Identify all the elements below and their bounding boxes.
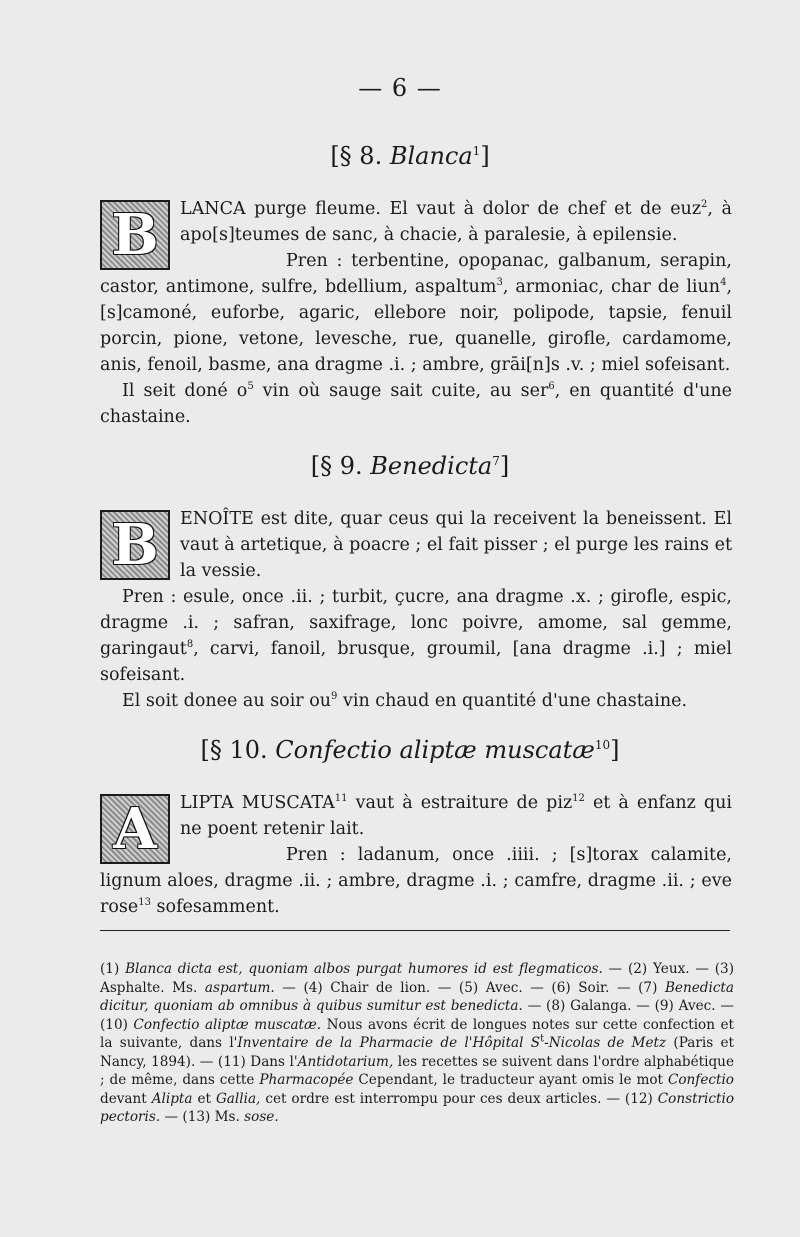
heading-title: Blanca [389,142,473,170]
heading-suffix: ] [480,142,490,170]
footnote-text: t [540,1033,545,1045]
footnote-divider [100,930,730,931]
footnote-ref: 11 [334,793,348,805]
page-number: — 6 — [358,74,442,102]
footnote-ref: 9 [331,691,338,703]
initial-letter: B [111,512,159,578]
paragraph-text: , en quantité d'une chastaine. [100,381,732,427]
paragraph [100,378,732,430]
footnote-text: cet ordre est interrompu pour ces deux articles. — (12) [260,1090,658,1107]
footnote-ref: 8 [186,639,194,651]
footnote-text: (Paris et Nancy, 1894). — (11) Dans l' [100,1035,735,1070]
footnote-ref: 2 [701,199,708,211]
heading-suffix: ] [499,452,510,480]
initial-letter: A [113,796,157,862]
footnote-text: — (13) Ms. [160,1109,245,1125]
paragraph-text: LANCA purge fleume. El vaut à dolor de chef et de euz [180,199,702,219]
footnote-ref: 12 [572,793,585,805]
paragraph-text: , armoniac, char de liun [502,277,721,297]
footnote-text: aspartum. [204,979,275,996]
ornamental-initial-a [100,794,170,864]
paragraph [100,248,732,378]
paragraph-text: et à enfanz qui ne poent retenir lait. [180,793,732,839]
paragraph [100,688,732,714]
footnote-text: devant [100,1090,152,1107]
paragraph-text: , [s]camoné, euforbe, agaric, ellebore noir, polipode, tapsie, fenuil porcin, pione, vetone, levesche, rue, quanelle, girofle, cardamome, anis, fenoil, basme, ana dragme .i. ; ambre, grāi[n]s .v. ; miel sofeisant. [100,277,733,375]
footnote-text: Blanca dicta est, quoniam albos purgat humores id est flegmaticos. [125,961,603,977]
paragraph [100,506,732,584]
footnote-text: — (4) Chair de lion. — (5) Avec. — (6) Soir. — (7) [274,979,665,996]
paragraph-text: , carvi, fanoil, brusque, groumil, [ana dragme .i.] ; miel sofeisant. [100,639,732,685]
section-body-10 [100,790,732,920]
footnote-ref: 13 [138,897,151,909]
section-heading-9 [0,452,800,480]
paragraph [100,196,732,268]
footnote-text: Cependant, le traducteur ayant omis le mot [353,1072,668,1088]
footnote-text: — (2) Yeux. — (3) Asphalte. Ms. [100,961,735,996]
footnote-block [100,960,734,1127]
footnote-ref: 3 [496,277,503,289]
paragraph-text: vin où sauge sait cuite, au ser [253,381,549,401]
footnote-ref: 10 [594,738,611,752]
footnote-ref: 7 [492,454,500,468]
paragraph-text: LIPTA MUSCATA [180,793,335,813]
footnote-text: sose. [244,1109,279,1125]
footnotes [100,960,734,1127]
footnote-text: Constrictio pectoris. [100,1090,734,1125]
section-body-9 [100,506,732,714]
paragraph-text: Pren : esule, once .ii. ; turbit, çucre, ana dragme .x. ; girofle, espic, dragme .i. ; safran, saxifrage, lonc poivre, amome, sal gemme, garingaut [100,587,732,659]
footnote-text: Confectio aliptæ muscatæ. [133,1016,322,1033]
ornamental-initial-b [100,510,170,580]
footnote-text: Inventaire de la Pharmacie de l'Hôpital S [237,1035,541,1051]
footnote-text: les recettes se suivent dans l'ordre alphabétique ; de même, dans cette [100,1053,734,1088]
paragraph [100,790,732,862]
heading-title: Confectio aliptæ muscatæ [275,736,595,764]
footnote-ref: 5 [247,381,254,393]
section-heading-10 [0,736,800,764]
section-body-8 [100,196,732,430]
footnote-text: Antidotarium, [297,1053,394,1070]
paragraph [100,842,732,920]
footnote-text: Pharmacopée [259,1072,354,1088]
paragraph-text: , à apo[s]teumes de sanc, à chacie, à paralesie, à epilensie. [180,199,732,245]
paragraph-text: vin chaud en quantité d'une chastaine. [337,691,688,711]
paragraph-text: Pren : ladanum, once .iiii. ; [s]torax calamite, lignum aloes, dragme .ii. ; ambre, dragme .i. ; camfre, dragme .ii. ; eve rose [100,845,732,917]
heading-prefix: [§ 10. [200,736,276,764]
footnote-text: Benedicta dicitur, quoniam ab omnibus à quibus sumitur est benedicta. [100,979,735,1014]
paragraph-text: ENOÎTE est dite, quar ceus qui la receivent la beneissent. El vaut à artetique, à poacre ; el fait pisser ; el purge les rains et la vessie. [180,509,732,581]
paragraph [100,584,732,688]
heading-prefix: [§ 8. [330,142,390,170]
heading-title: Benedicta [370,452,493,480]
paragraph-text: sofesamment. [150,897,280,917]
heading-suffix: ] [610,736,620,764]
paragraph-text: Il seit doné o [122,381,248,401]
footnote-ref: 4 [720,277,727,289]
footnote-text: et [192,1090,216,1107]
section-heading-8 [0,142,800,170]
footnote-text: -Nicolas de Metz [544,1035,667,1051]
footnote-text: Alipta [151,1090,193,1107]
footnote-text: Confectio [667,1072,734,1088]
footnote-text: (1) [100,961,126,977]
footnote-ref: 6 [548,381,555,393]
footnote-text: — (8) Galanga. — (9) Avec. — (10) [100,998,735,1033]
heading-prefix: [§ 9. [310,452,371,480]
footnote-text: Gallia, [215,1090,261,1107]
paragraph-text: El soit donee au soir ou [122,691,332,711]
footnote-ref: 1 [472,144,481,158]
footnote-text: Nous avons écrit de longues notes sur cette confection et la suivante, dans l' [100,1016,734,1051]
initial-letter: B [111,202,159,268]
paragraph-text: Pren : terbentine, opopanac, galbanum, serapin, castor, antimone, sulfre, bdellium, aspaltum [100,251,732,297]
ornamental-initial-b [100,200,170,270]
paragraph-text: vaut à estraiture de piz [347,793,573,813]
